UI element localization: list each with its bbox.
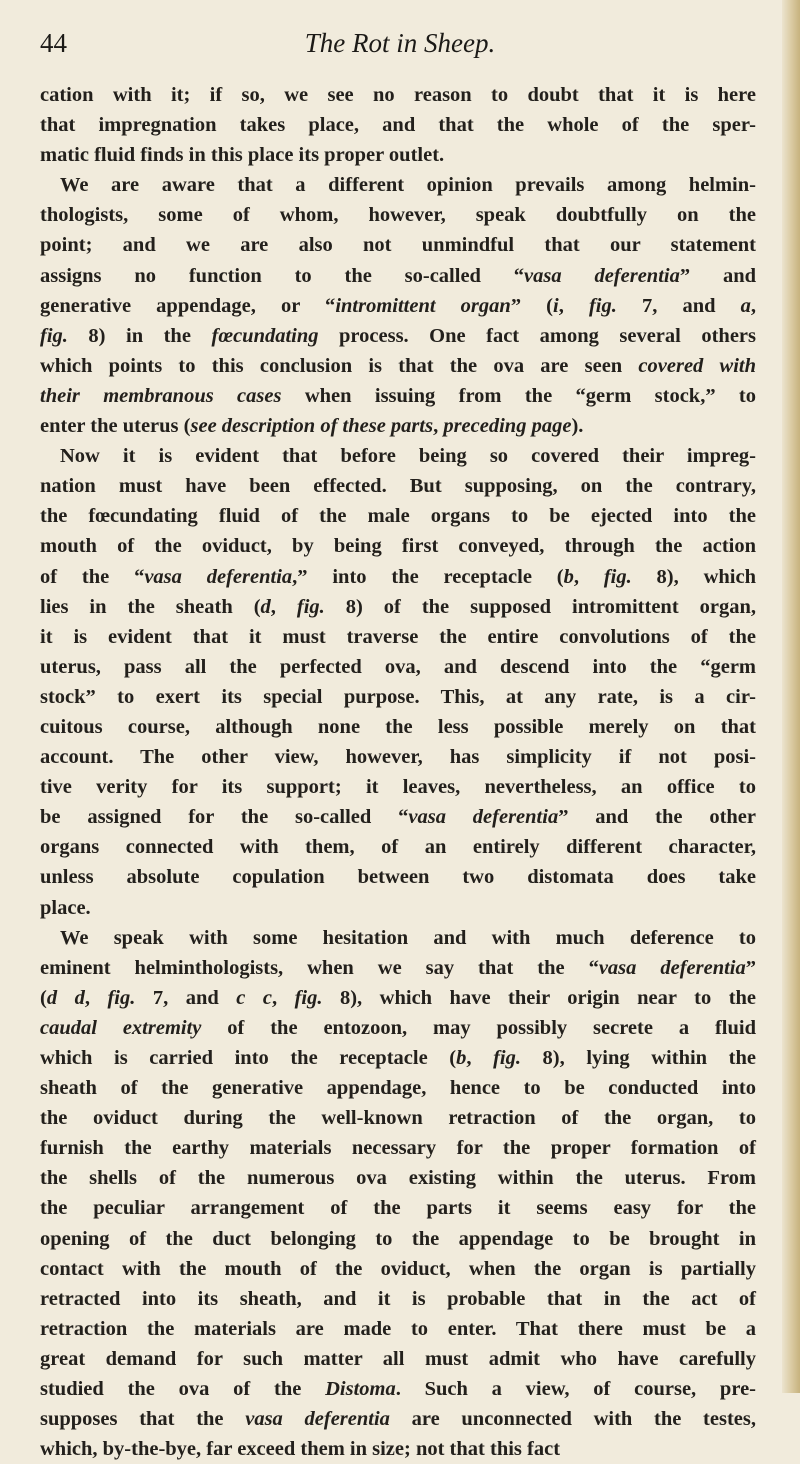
text-run: furnish the earthy materials necessary for the proper formation of (40, 1137, 756, 1160)
italic-run: see description of these parts (190, 415, 434, 438)
text-run: enter the uterus ( (40, 415, 191, 438)
text-run: ” ( (510, 294, 554, 317)
text-run: 8) of the supposed intromittent organ, (324, 595, 756, 618)
text-line (40, 200, 756, 230)
text-line (40, 1043, 756, 1073)
text-run: eminent helminthologists, when we say that the “ (40, 956, 599, 979)
italic-run: d (260, 595, 271, 618)
italic-run: vasa deferentia (524, 264, 680, 287)
text-run: uterus, pass all the perfected ova, and descend into the “germ (40, 655, 756, 678)
italic-run: preceding page (443, 415, 572, 438)
text-run: 8), which have their origin near to the (322, 986, 757, 1009)
italic-run: b (563, 565, 574, 588)
italic-run: fig. (294, 986, 323, 1009)
italic-run: vasa deferentia (598, 956, 746, 979)
text-run: , (271, 986, 295, 1009)
italic-run: d d (46, 986, 85, 1009)
text-run: great demand for such matter all must admit who have carefully (40, 1347, 756, 1370)
text-run: which points to this conclusion is that the ova are seen (40, 354, 639, 377)
text-run: 8), which (631, 565, 756, 588)
text-line (40, 381, 756, 411)
text-run: tive verity for its support; it leaves, nevertheless, an office to (40, 776, 756, 799)
text-run: ” (745, 956, 756, 979)
text-run: ” and the other (558, 806, 756, 829)
running-title: The Rot in Sheep. (304, 28, 496, 58)
italic-run: vasa deferentia (144, 565, 293, 588)
text-run: sheath of the generative appendage, hence to be conducted into (40, 1077, 756, 1100)
text-run: point; and we are also not unmindful that our statement (40, 234, 756, 257)
text-line (40, 802, 756, 832)
text-line (40, 1013, 756, 1043)
text-run: of the entozoon, may possibly secrete a fluid (201, 1016, 756, 1039)
text-run: supposes that the (40, 1408, 246, 1431)
page-edge (782, 0, 800, 1393)
text-run: studied the ova of the (40, 1378, 326, 1401)
italic-run: vasa deferentia (408, 806, 559, 829)
text-run: , (270, 595, 297, 618)
text-run: We speak with some hesitation and with much deference to (60, 926, 756, 949)
text-line (40, 1284, 756, 1314)
text-run: retraction the materials are made to enter. That there must be a (40, 1317, 756, 1340)
text-line (40, 351, 756, 381)
text-run: Now it is evident that before being so covered their impreg- (60, 445, 756, 468)
text-run: mouth of the oviduct, by being first conveyed, through the action (40, 535, 756, 558)
text-run: are unconnected with the testes, (389, 1408, 756, 1431)
text-line (40, 140, 756, 170)
italic-run: their membranous cases (40, 384, 282, 407)
text-line (40, 441, 756, 471)
text-run: ,” into the receptacle ( (292, 565, 564, 588)
italic-run: caudal extremity (40, 1016, 202, 1039)
text-run: the oviduct during the well-known retraction of the organ, to (40, 1107, 756, 1130)
text-line (40, 953, 756, 983)
text-run: ( (40, 986, 47, 1009)
text-run: , (84, 986, 108, 1009)
text-run: thologists, some of whom, however, speak doubtfully on the (40, 204, 756, 227)
text-line (40, 291, 756, 321)
text-run: assigns no function to the so-called “ (40, 264, 525, 287)
text-line (40, 80, 756, 110)
text-line (40, 622, 756, 652)
text-line (40, 862, 756, 892)
text-line (40, 170, 756, 200)
text-run: that impregnation takes place, and that the whole of the sper- (40, 114, 756, 137)
text-run: of the “ (40, 565, 145, 588)
text-run: unless absolute copulation between two distomata does take (40, 866, 756, 889)
text-line (40, 230, 756, 260)
text-line (40, 1434, 756, 1464)
italic-run: Distoma (325, 1378, 396, 1401)
text-run: , (433, 415, 444, 438)
text-line (40, 411, 756, 441)
text-run: , (558, 294, 589, 317)
text-line (40, 1344, 756, 1374)
text-run: lies in the sheath ( (40, 595, 261, 618)
text-run: account. The other view, however, has simplicity if not posi- (40, 746, 756, 769)
text-line (40, 1314, 756, 1344)
text-run: be assigned for the so-called “ (40, 806, 409, 829)
italic-run: fig. (588, 294, 617, 317)
text-line (40, 321, 756, 351)
text-run: matic fluid finds in this place its proper outlet. (40, 144, 445, 167)
text-run: , (573, 565, 604, 588)
text-run: 8), lying within the (520, 1047, 756, 1069)
text-line (40, 1404, 756, 1434)
italic-run: vasa deferentia (245, 1408, 390, 1431)
text-line (40, 592, 756, 622)
text-run: 7, and (616, 294, 741, 317)
italic-run: covered with (638, 354, 756, 377)
text-run: the shells of the numerous ova existing within the uterus. From (40, 1167, 756, 1190)
text-run: contact with the mouth of the oviduct, when the organ is partially (40, 1257, 756, 1280)
text-line (40, 531, 756, 561)
text-run: place. (40, 896, 91, 919)
text-line (40, 110, 756, 140)
text-line (40, 1254, 756, 1284)
italic-run: b (456, 1047, 467, 1069)
text-run: the fœcundating fluid of the male organs to be ejected into the (40, 505, 756, 528)
text-run: stock” to exert its special purpose. This, at any rate, is a cir- (40, 685, 756, 708)
body-text (40, 80, 756, 1464)
text-line (40, 712, 756, 742)
text-run: generative appendage, or “ (40, 294, 336, 317)
text-line (40, 923, 756, 953)
text-run: which is carried into the receptacle ( (40, 1047, 457, 1069)
italic-run: intromittent organ (335, 294, 511, 317)
text-line (40, 562, 756, 592)
text-run: ” and (679, 264, 756, 287)
text-line (40, 1163, 756, 1193)
italic-run: fig. (40, 324, 68, 347)
italic-run: fig. (603, 565, 632, 588)
text-run: when issuing from the “germ stock,” to (281, 384, 756, 407)
italic-run: a (740, 294, 751, 317)
text-line (40, 501, 756, 531)
text-run: ). (571, 415, 584, 438)
text-line (40, 832, 756, 862)
italic-run: fig. (296, 595, 325, 618)
text-run: nation must have been effected. But supposing, on the contrary, (40, 475, 756, 498)
text-line (40, 261, 756, 291)
text-run: cuitous course, although none the less possible merely on that (40, 715, 756, 738)
italic-run: fœcundating (211, 324, 319, 347)
italic-run: i (553, 294, 559, 317)
text-line (40, 893, 756, 923)
italic-run: fig. (107, 986, 136, 1009)
italic-run: fig. (493, 1047, 521, 1069)
text-line (40, 1224, 756, 1254)
text-line (40, 1133, 756, 1163)
page-header (40, 28, 760, 68)
text-run: cation with it; if so, we see no reason to doubt that it is here (40, 84, 756, 106)
text-line (40, 1374, 756, 1404)
text-run: process. One fact among several others (318, 324, 757, 347)
text-run: 8) in the (67, 324, 212, 347)
text-run: . Such a view, of course, pre- (395, 1378, 756, 1401)
text-run: the peculiar arrangement of the parts it seems easy for the (40, 1197, 756, 1220)
text-run: organs connected with them, of an entirely different character, (40, 836, 756, 859)
text-line (40, 1193, 756, 1223)
text-line (40, 471, 756, 501)
text-line (40, 1103, 756, 1133)
text-run: opening of the duct belonging to the appendage to be brought in (40, 1227, 756, 1250)
text-run: retracted into its sheath, and it is probable that in the act of (40, 1287, 756, 1310)
text-line (40, 1073, 756, 1103)
text-run: We are aware that a different opinion prevails among helmin- (60, 174, 756, 197)
text-run: which, by-the-bye, far exceed them in size; not that this fact (40, 1438, 561, 1461)
text-run: 7, and (135, 986, 237, 1009)
text-run: , (466, 1047, 494, 1069)
italic-run: c c (236, 986, 272, 1009)
text-line (40, 652, 756, 682)
page-number: 44 (40, 28, 67, 58)
text-line (40, 772, 756, 802)
text-line (40, 682, 756, 712)
text-line (40, 983, 756, 1013)
text-run: , (750, 294, 757, 317)
text-run: it is evident that it must traverse the entire convolutions of the (40, 625, 756, 648)
text-line (40, 742, 756, 772)
